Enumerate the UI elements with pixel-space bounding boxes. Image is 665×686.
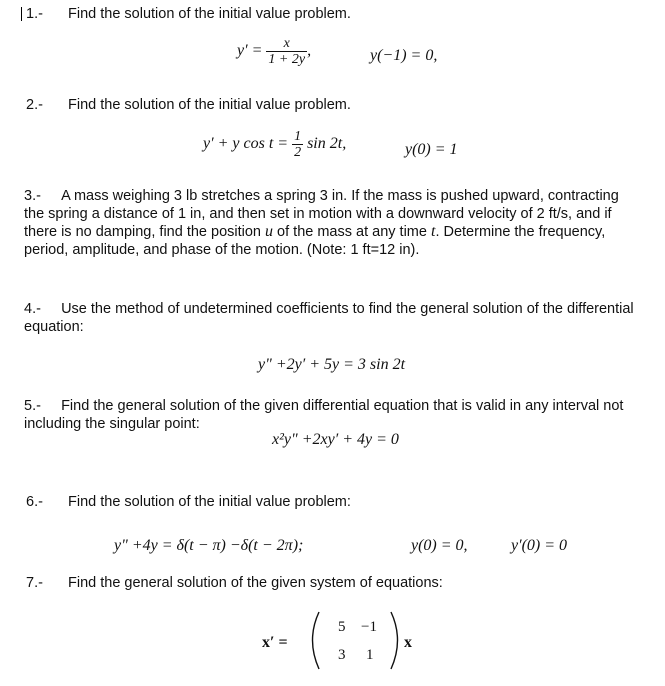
- problem-3-text-c: . Determine the frequency, period, amplitude, and phase of the motion. (Note: 1 ft=12 in).: [24, 224, 606, 258]
- eq-comma: ,: [307, 42, 312, 60]
- fraction-numerator: x: [283, 36, 290, 51]
- problem-4-equation: y" +2y′ + 5y = 3 sin 2t: [258, 356, 406, 373]
- matrix-entry-11: 5: [338, 619, 346, 635]
- problem-7-rhs: x: [404, 634, 412, 651]
- problem-3-number: 3.-: [24, 188, 41, 204]
- problem-2-condition: y(0) = 1: [405, 141, 458, 158]
- fraction-denominator: 1 + 2y: [268, 52, 306, 67]
- problem-6-condition-2: y′(0) = 0: [511, 537, 568, 554]
- matrix-entry-21: 3: [338, 647, 346, 663]
- problem-2-text: Find the solution of the initial value problem.: [68, 97, 351, 113]
- problem-1-text: Find the solution of the initial value problem.: [68, 6, 351, 22]
- problem-7-lhs: x′ =: [262, 634, 288, 651]
- matrix-entry-22: 1: [366, 647, 374, 663]
- problem-6-text: Find the solution of the initial value problem:: [68, 494, 351, 510]
- problem-3-text-a: A mass weighing 3 lb stretches a spring 3 in. If the mass is pushed upward, contracting the spring a distance of 1 in, and then set in motion with a downward velocity of 2 ft/s, and if there is no damping, find the position: [24, 188, 619, 240]
- problem-3-text-b: of the mass at any time: [273, 224, 431, 240]
- variable-u: u: [265, 223, 274, 240]
- eq-rhs: sin 2t,: [307, 135, 347, 153]
- problem-6-equation: y" +4y = δ(t − π) −δ(t − 2π);: [114, 537, 304, 554]
- problem-5-number: 5.-: [24, 398, 41, 414]
- fraction-numerator: 1: [294, 129, 302, 144]
- right-paren-icon: [391, 612, 398, 669]
- problem-7-text: Find the general solution of the given system of equations:: [68, 575, 443, 591]
- eq-lhs: y′ =: [237, 42, 263, 60]
- problem-1-number: 1.-: [26, 6, 43, 22]
- problem-4-text: Use the method of undetermined coefficients to find the general solution of the differential equation:: [24, 301, 634, 335]
- left-paren-icon: [313, 612, 320, 669]
- problem-1-condition: y(−1) = 0,: [370, 47, 438, 64]
- problem-6-condition-1: y(0) = 0,: [411, 537, 468, 554]
- fraction-denominator: 2: [294, 145, 302, 160]
- problem-4-number: 4.-: [24, 301, 41, 317]
- problem-6-number: 6.-: [26, 494, 43, 510]
- eq-lhs: y′ + y cos t =: [203, 135, 289, 153]
- problem-7-number: 7.-: [26, 575, 43, 591]
- problem-5-text: Find the general solution of the given differential equation that is valid in any interval not including the singular point:: [24, 398, 624, 432]
- problem-5-equation: x²y" +2xy′ + 4y = 0: [272, 431, 399, 448]
- variable-t: t: [430, 223, 436, 240]
- matrix-entry-12: −1: [361, 619, 377, 635]
- problem-2-number: 2.-: [26, 97, 43, 113]
